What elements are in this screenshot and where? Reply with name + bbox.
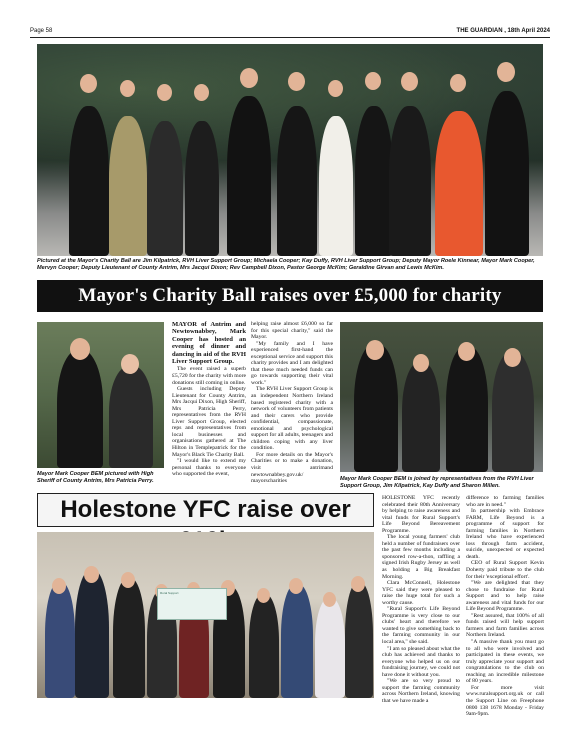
story1-lead: MAYOR of Antrim and Newtownabbey, Mark Cooper has hosted an evening of dinner and dancing in aid of the RVH Liver Support Group. — [172, 321, 246, 366]
story2-paragraph: "A massive thank you must go to all who were involved and participated in these events, we truly appreciate your support and congratulations to the club on reaching an incredible milestone of 80 years. — [466, 639, 544, 685]
story1-paragraph: Guests including Deputy Lieutenant for County Antrim, Mrs Jacqui Dixon, High Sheriff, Mrs Patricia Perry, representatives from the RVH Liver Support Group, elected reps and representatives from local businesses and organisations gathered at The Hilton in Templepatrick for the Mayor's Black Tie Charity Ball. — [172, 386, 246, 458]
holestone-yfc-group-photo — [37, 532, 374, 698]
story2-paragraph: Clara McConnell, Holestone YFC said they were pleased to raise the huge total for such a worthy cause. — [382, 580, 460, 606]
header-rule — [30, 37, 550, 38]
story2-paragraph: For more visit www.ruralsupport.org.uk or call the Support Line on Freephone 0800 138 1678 Monday - Friday 9am-9pm. — [466, 684, 544, 718]
story2-paragraph: In partnership with Embrace FARM, Life Beyond is a programme of support for farming families in Northern Ireland who have experienced loss through farm accident, suicide, unexpected or expected death. — [466, 508, 544, 560]
story2-paragraph: HOLESTONE YFC recently celebrated their 80th Anniversary by helping to raise awareness and vital funds for Rural Support's Life Beyond Bereavement Programme. — [382, 495, 460, 534]
publication-dateline: THE GUARDIAN , 18th April 2024 — [456, 28, 550, 34]
charity-ball-group-photo — [37, 44, 543, 256]
story2-paragraph: "We are delighted that they chose to fundraise for Rural Support and to help raise awareness and vital funds for our Life Beyond Programme. — [466, 580, 544, 613]
story2-paragraph: The local young farmers' club held a number of fundraisers over the past few months including a sponsored row-a-thon, raffling a signed Irish Rugby Jersey as well as holding a Big Breakfast Morning. — [382, 534, 460, 580]
top-photo-caption: Pictured at the Mayor's Charity Ball are Jim Kilpatrick, RVH Liver Support Group; Michaela Cooper; Kay Duffy, RVH Liver Support Group; Deputy Mayor Roele Kinnear, Mayor Mark Cooper, Mervyn Cooper; Deputy Lieutenant of County Antrim, Mrs Jacqui Dixon; Rev Campbell Dixon, Pastor George McKim; Geraldine Girvan and Lewis McKim. — [37, 258, 535, 271]
page-header — [30, 26, 550, 36]
story1-paragraph: For more details on the Mayor's Charities or to make a donation, visit antrimand newtownabbey.gov.uk/ mayorscharities — [251, 451, 333, 485]
story2-column-2 — [466, 495, 544, 718]
story1-column-1 — [172, 321, 246, 478]
story2-paragraph: "I am so pleased about what the club has achieved and thanks to everyone who helped us on our fundraising journey, we could not have done it without you. — [382, 645, 460, 678]
story1-paragraph: helping raise almost £6,000 so far for this special charity," said the Mayor. — [251, 321, 333, 341]
story1-paragraph: "I would like to extend my personal thanks to everyone who supported the event, — [172, 458, 246, 478]
story2-column-1 — [382, 495, 460, 705]
story-headline-charity-ball: Mayor's Charity Ball raises over £5,000 for charity — [37, 280, 543, 312]
story2-paragraph: "Rural Support's Life Beyond Programme is very close to our clubs' heart and therefore we wanted to give something back to the farming community in our local area," she said. — [382, 606, 460, 646]
mayor-with-liver-support-group-photo — [340, 322, 543, 472]
right-photo-caption: Mayor Mark Cooper BEM is joined by representatives from the RVH Liver Support Group, Jim Kilpatrick, Kay Duffy and Sharon Millen. — [340, 476, 534, 489]
page-number: Page 58 — [30, 28, 53, 34]
story1-paragraph: "My family and I have experienced first-hand the exceptional service and support this charity provides and I am delighted that these much needed funds can go towards supporting their vital work." — [251, 340, 333, 386]
story1-column-2 — [251, 321, 333, 485]
story1-paragraph: The RVH Liver Support Group is an independent Northern Ireland based registered charity with a network of volunteers from patients and their carers who provide confidential, compassionate, emotional and psychological support for all adults, teenagers and children coping with any liver condition. — [251, 386, 333, 452]
story-headline-holestone-yfc: Holestone YFC raise over — [37, 493, 374, 527]
left-photo-caption: Mayor Mark Cooper BEM pictured with High Sheriff of County Antrim, Mrs Patricia Perry. — [37, 471, 154, 484]
story2-paragraph: "Rest assured, that 100% of all funds raised will help support farmers and farm families across Northern Ireland. — [466, 612, 544, 639]
story2-paragraph: "We are so very proud to support the farming community across Northern Ireland, knowing that we have made a — [382, 678, 460, 704]
story1-paragraph: The event raised a superb £5,720 for the charity with more donations still coming in online. — [172, 366, 246, 386]
mayor-with-high-sheriff-photo — [37, 322, 164, 468]
story2-paragraph: CEO of Rural Support Kevin Doherty paid tribute to the club for their 'exceptional effort'. — [466, 560, 544, 580]
cheque-brand: Rural Support — [160, 591, 179, 595]
presentation-cheque — [157, 588, 227, 620]
story2-paragraph: difference to farming families who are in need." — [466, 495, 544, 508]
